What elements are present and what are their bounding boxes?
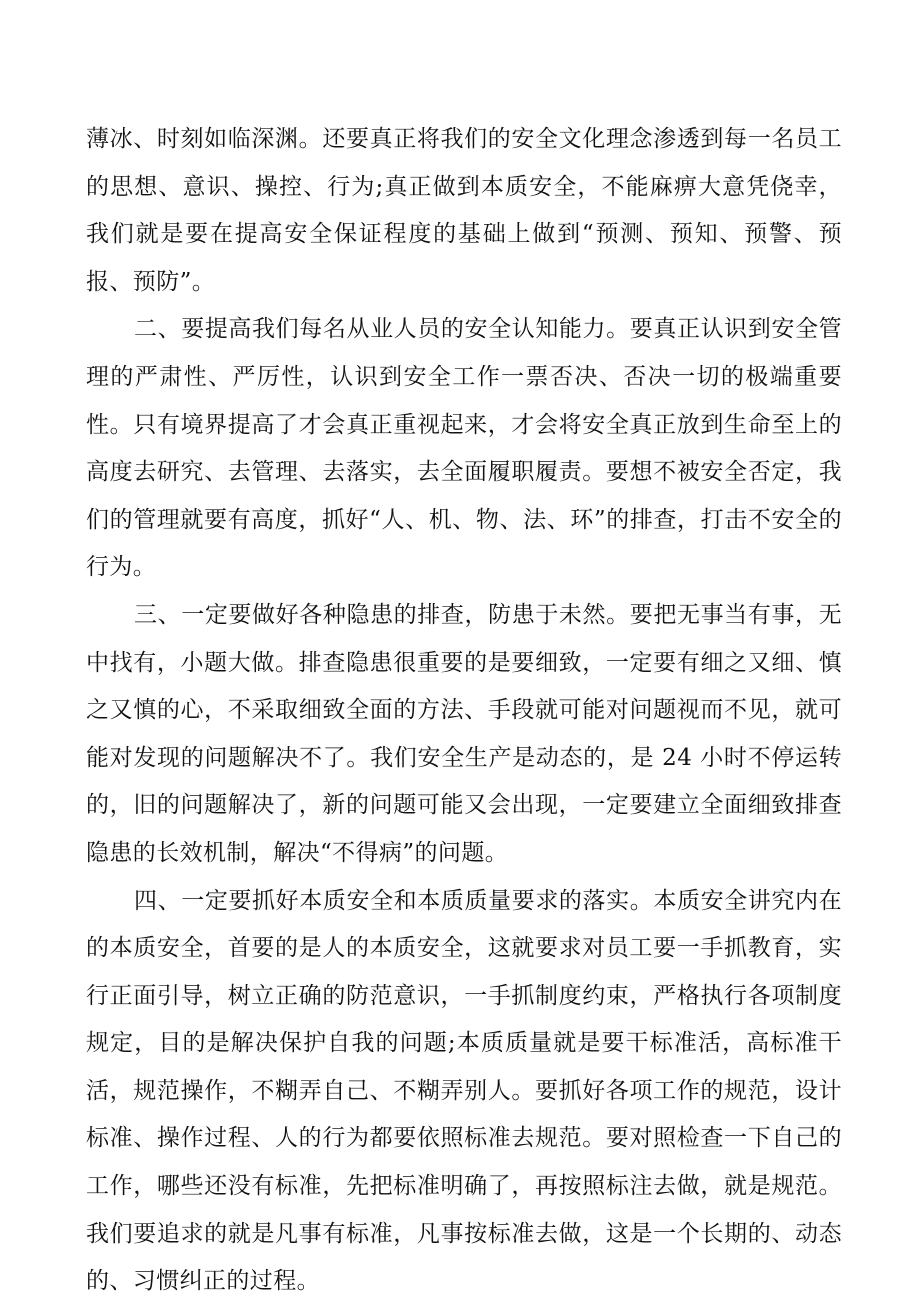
paragraph-section-3: 三、一定要做好各种隐患的排查，防患于未然。要把无事当有事，无中找有，小题大做。排查隐患很重要的是要细致，一定要有细之又细、慎之又慎的心，不采取细致全面的方法、手段就可能对问题视而不见，就可能对发现的问题解决不了。我们安全生产是动态的，是 24 小时不停运转的，旧的问题解决了，新的问题可能又会出现，一定要建立全面细致排查隐患的长效机制，解决“不得病”的问题。 bbox=[86, 601, 842, 866]
body-text bbox=[86, 116, 842, 1306]
paragraph-section-4: 四、一定要抓好本质安全和本质质量要求的落实。本质安全讲究内在的本质安全，首要的是人的本质安全，这就要求对员工要一手抓教育，实行正面引导，树立正确的防范意识，一手抓制度约束，严格执行各项制度规定，目的是解决保护自我的问题;本质质量就是要干标准活，高标准干活，规范操作，不糊弄自己、不糊弄别人。要抓好各项工作的规范，设计标准、操作过程、人的行为都要依照标准去规范。要对照检查一下自己的工作，哪些还没有标准，先把标准明确了，再按照标注去做，就是规范。我们要追求的就是凡事有标准，凡事按标准去做，这是一个长期的、动态的、习惯纠正的过程。 bbox=[86, 887, 842, 1295]
paragraph-continuation: 薄冰、时刻如临深渊。还要真正将我们的安全文化理念渗透到每一名员工的思想、意识、操控、行为;真正做到本质安全，不能麻痹大意凭侥幸，我们就是要在提高安全保证程度的基础上做到“预测、预知、预警、预报、预防”。 bbox=[86, 126, 842, 295]
paragraph-section-2: 二、要提高我们每名从业人员的安全认知能力。要真正认识到安全管理的严肃性、严厉性，认识到安全工作一票否决、否决一切的极端重要性。只有境界提高了才会真正重视起来，才会将安全真正放到生命至上的高度去研究、去管理、去落实，去全面履职履责。要想不被安全否定，我们的管理就要有高度，抓好“人、机、物、法、环”的排查，打击不安全的行为。 bbox=[86, 316, 842, 581]
